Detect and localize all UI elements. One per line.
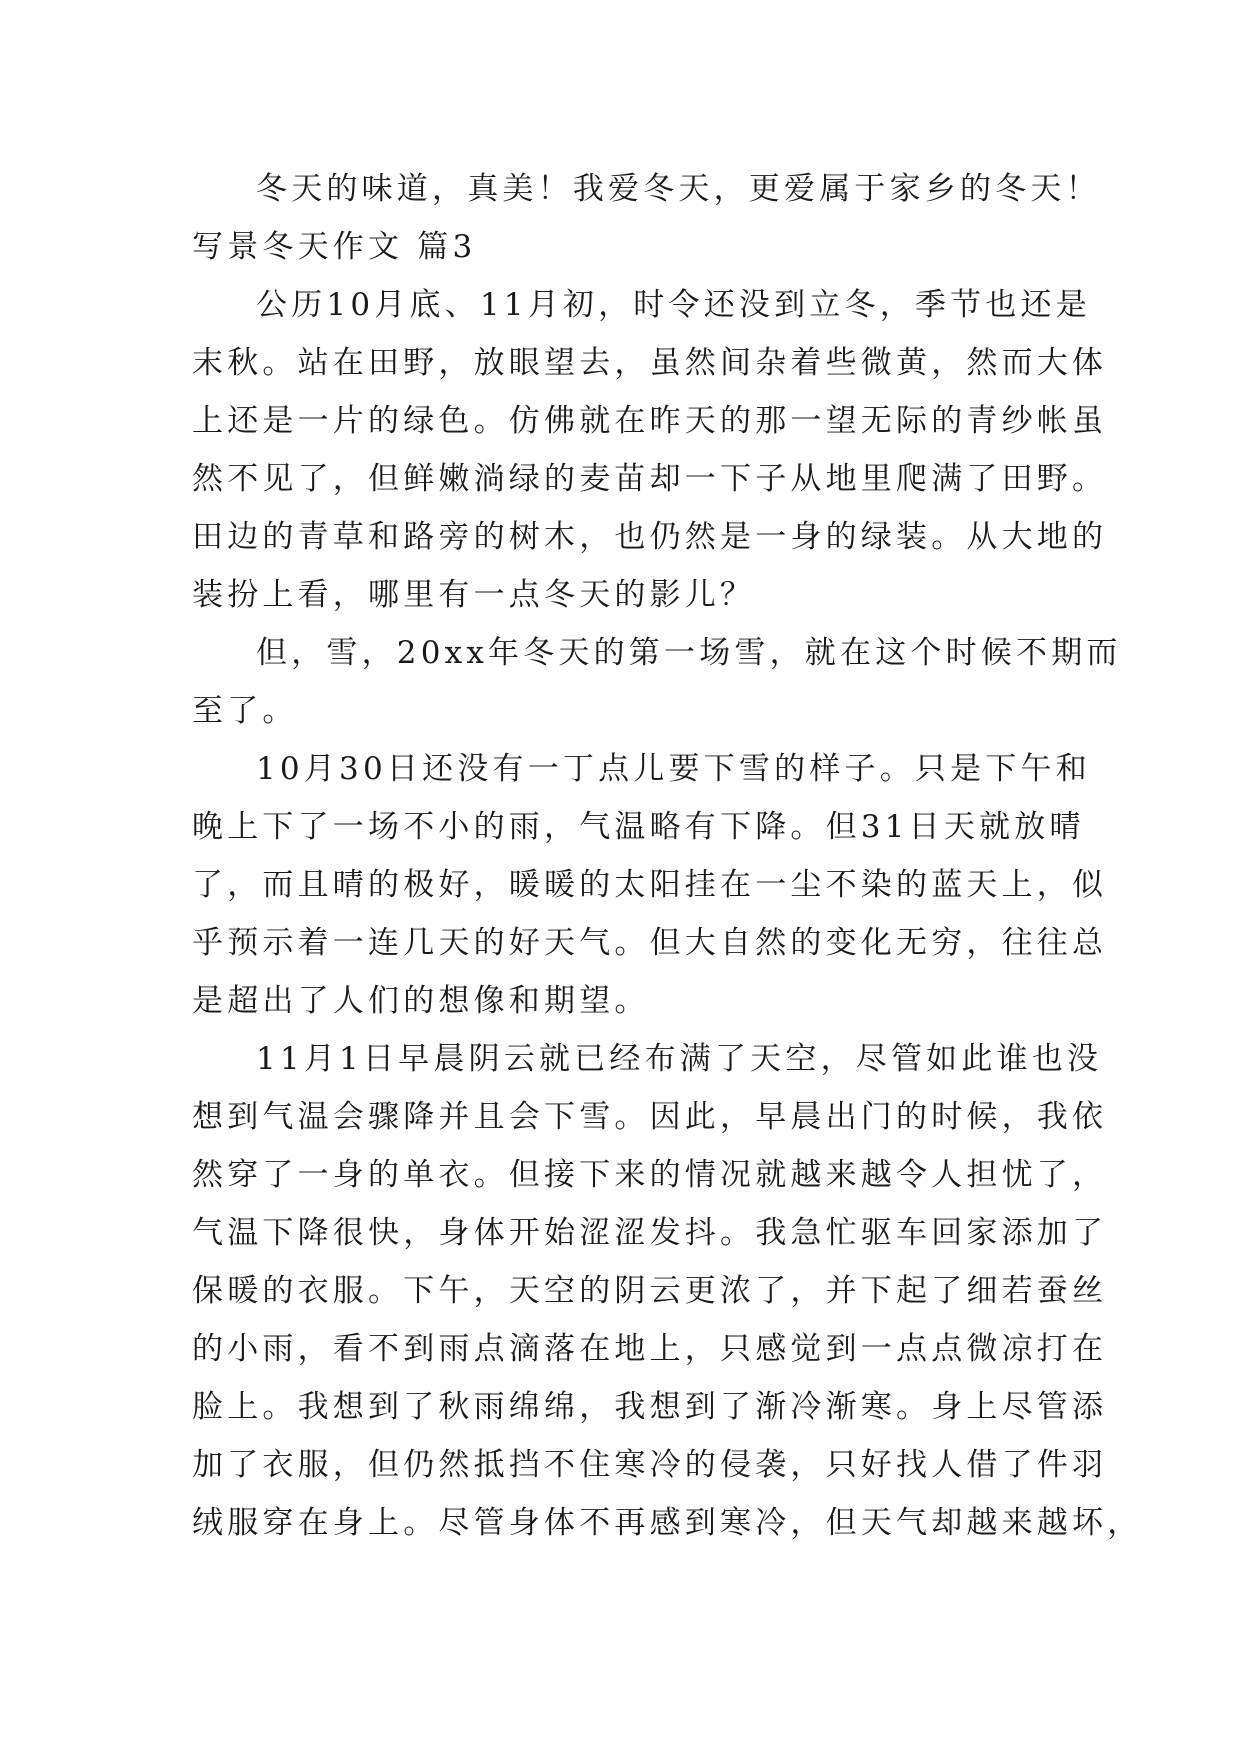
text-line: 至了。 [192, 693, 298, 729]
text-line: 脸上。我想到了秋雨绵绵，我想到了渐冷渐寒。身上尽管添 [192, 1389, 1108, 1425]
text-line: 冬天的味道，真美！我爱冬天，更爱属于家乡的冬天！ [256, 171, 1101, 207]
text-line: 晚上下了一场不小的雨，气温略有下降。但31日天就放晴 [192, 809, 1085, 845]
text-line: 田边的青草和路旁的树木，也仍然是一身的绿装。从大地的 [192, 519, 1108, 555]
document-body [192, 160, 1143, 1552]
section-heading: 写景冬天作文 篇3 [192, 229, 477, 265]
text-line: 末秋。站在田野，放眼望去，虽然间杂着些微黄，然而大体 [192, 345, 1108, 381]
text-line: 想到气温会骤降并且会下雪。因此，早晨出门的时候，我依 [192, 1099, 1108, 1135]
text-line: 保暖的衣服。下午，天空的阴云更浓了，并下起了细若蚕丝 [192, 1273, 1108, 1309]
text-line: 11月1日早晨阴云就已经布满了天空，尽管如此谁也没 [256, 1041, 1103, 1077]
text-line: 的小雨，看不到雨点滴落在地上，只感觉到一点点微凉打在 [192, 1331, 1108, 1367]
text-line: 绒服穿在身上。尽管身体不再感到寒冷，但天气却越来越坏， [192, 1505, 1143, 1541]
text-line: 加了衣服，但仍然抵挡不住寒冷的侵袭，只好找人借了件羽 [192, 1447, 1108, 1483]
text-line: 10月30日还没有一丁点儿要下雪的样子。只是下午和 [256, 751, 1091, 787]
text-line: 是超出了人们的想像和期望。 [192, 983, 650, 1019]
text-line: 公历10月底、11月初，时令还没到立冬，季节也还是 [256, 287, 1091, 323]
text-line: 然穿了一身的单衣。但接下来的情况就越来越令人担忧了， [192, 1157, 1108, 1193]
text-line: 乎预示着一连几天的好天气。但大自然的变化无穷，往往总 [192, 925, 1108, 961]
text-line: 气温下降很快，身体开始涩涩发抖。我急忙驱车回家添加了 [192, 1215, 1108, 1251]
text-line: 然不见了，但鲜嫩淌绿的麦苗却一下子从地里爬满了田野。 [192, 461, 1108, 497]
text-line: 装扮上看，哪里有一点冬天的影儿？ [192, 577, 756, 613]
text-line: 但，雪，20xx年冬天的第一场雪，就在这个时候不期而 [256, 635, 1122, 671]
text-line: 上还是一片的绿色。仿佛就在昨天的那一望无际的青纱帐虽 [192, 403, 1108, 439]
text-line: 了，而且晴的极好，暖暖的太阳挂在一尘不染的蓝天上，似 [192, 867, 1108, 903]
